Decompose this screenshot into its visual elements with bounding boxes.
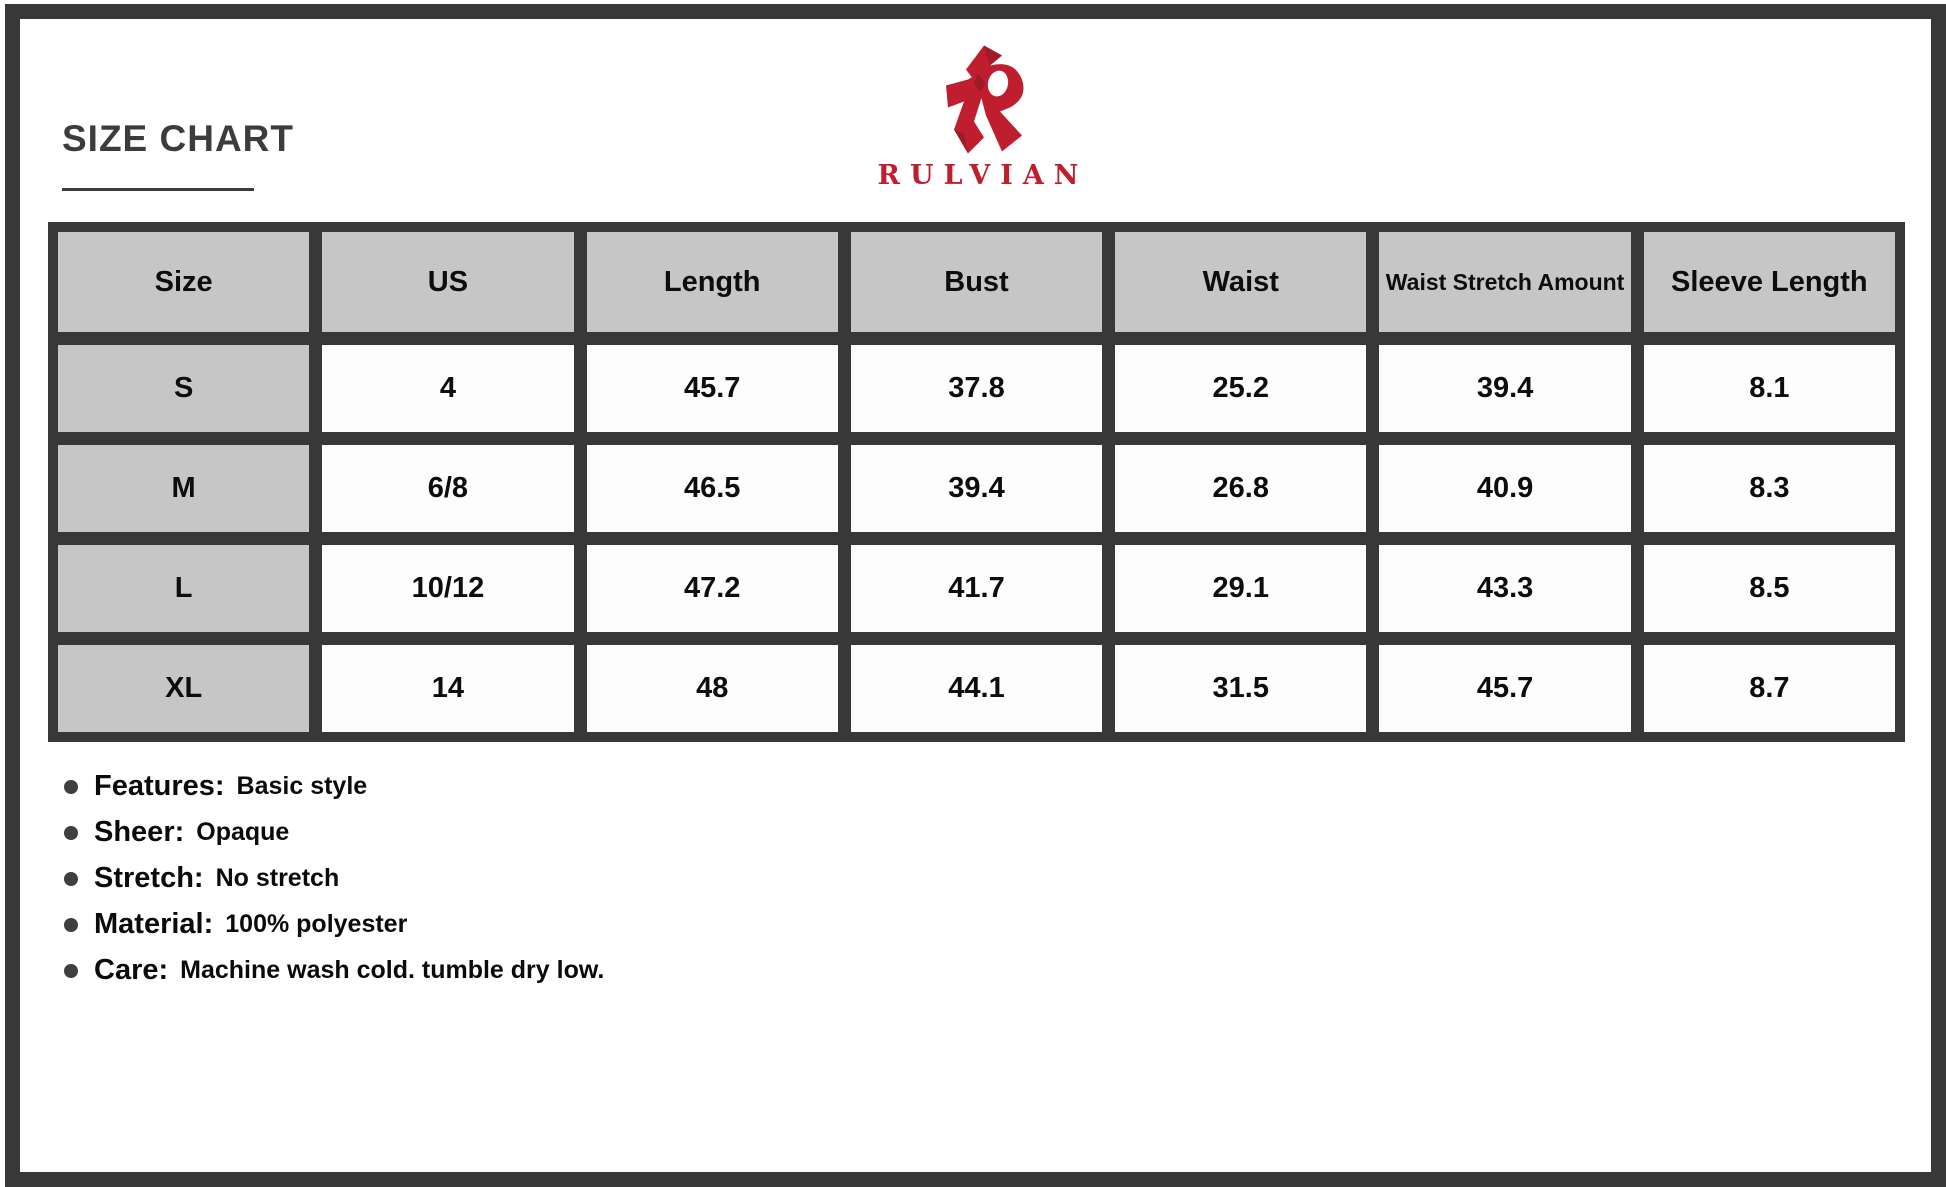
row-xl-bust-cell: 44.1 [851,645,1102,732]
spec-value: Machine wash cold. tumble dry low. [180,956,605,984]
spec-label: Sheer: [94,816,185,848]
spec-value: Basic style [236,772,368,800]
header-cell-us: US [322,232,573,332]
row-l-waist-cell: 29.1 [1115,545,1366,632]
row-xl-size-cell: XL [58,645,309,732]
row-s-size-cell: S [58,345,309,432]
spec-sheer [64,816,604,849]
row-xl-length-cell: 48 [587,645,838,732]
bullet-icon [64,918,78,932]
row-m-bust-cell: 39.4 [851,445,1102,532]
spec-label: Material: [94,908,214,940]
row-xl-waist-stretch-cell: 45.7 [1379,645,1630,732]
row-m-length-cell: 46.5 [587,445,838,532]
row-m-size-cell: M [58,445,309,532]
product-spec-list [64,770,604,987]
row-l-bust-cell: 41.7 [851,545,1102,632]
spec-stretch [64,862,604,895]
row-l-waist-stretch-cell: 43.3 [1379,545,1630,632]
row-s-length-cell: 45.7 [587,345,838,432]
header-cell-sleeve: Sleeve Length [1644,232,1895,332]
row-s-waist-cell: 25.2 [1115,345,1366,432]
row-xl-us-cell: 14 [322,645,573,732]
row-l-us-cell: 10/12 [322,545,573,632]
brand-logo [858,38,1098,191]
row-m-waist-cell: 26.8 [1115,445,1366,532]
bullet-icon [64,780,78,794]
row-l-size-cell: L [58,545,309,632]
header-cell-length: Length [587,232,838,332]
row-s-waist-stretch-cell: 39.4 [1379,345,1630,432]
row-l-length-cell: 47.2 [587,545,838,632]
row-xl-sleeve-cell: 8.7 [1644,645,1895,732]
row-m-sleeve-cell: 8.3 [1644,445,1895,532]
header-cell-waist: Waist [1115,232,1366,332]
header-cell-waist-stretch: Waist Stretch Amount [1379,232,1630,332]
spec-label: Care: [94,954,169,986]
rulvian-logo-icon [928,38,1028,156]
row-s-bust-cell: 37.8 [851,345,1102,432]
spec-value: No stretch [215,864,340,892]
spec-value: Opaque [196,818,290,846]
row-m-us-cell: 6/8 [322,445,573,532]
spec-material [64,908,604,941]
page-title: SIZE CHART [62,118,294,159]
spec-label: Stretch: [94,862,204,894]
brand-name: RULVIAN [877,160,1089,191]
header-cell-bust: Bust [851,232,1102,332]
row-xl-waist-cell: 31.5 [1115,645,1366,732]
row-m-waist-stretch-cell: 40.9 [1379,445,1630,532]
row-s-us-cell: 4 [322,345,573,432]
spec-features [64,770,604,803]
spec-value: 100% polyester [225,910,408,938]
bullet-icon [64,872,78,886]
spec-care [64,954,604,987]
spec-label: Features: [94,770,225,802]
row-s-sleeve-cell: 8.1 [1644,345,1895,432]
title-underline [62,188,254,191]
size-chart-table [48,222,1905,742]
header-cell-size: Size [58,232,309,332]
bullet-icon [64,964,78,978]
row-l-sleeve-cell: 8.5 [1644,545,1895,632]
bullet-icon [64,826,78,840]
